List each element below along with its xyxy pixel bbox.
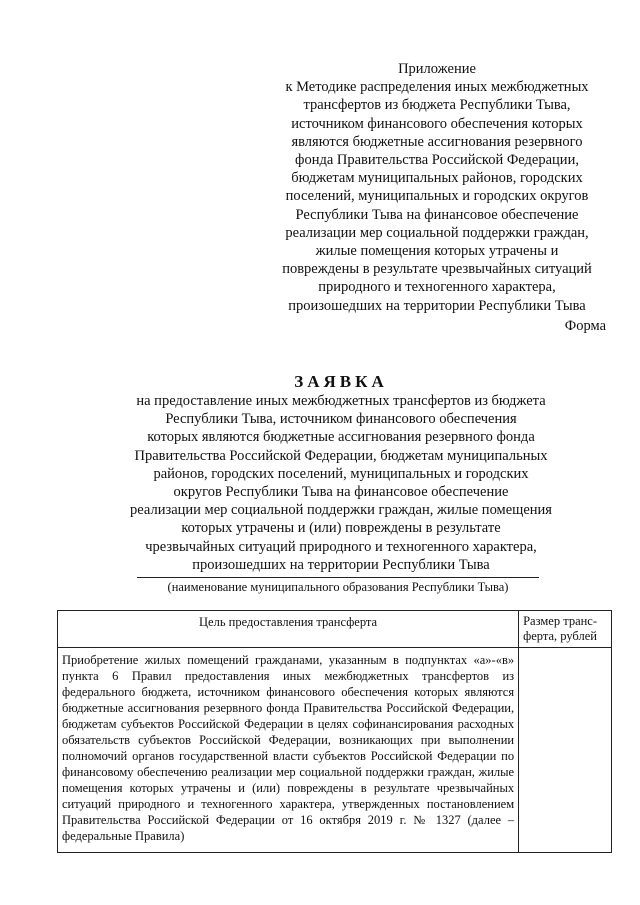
appendix-line: фонда Правительства Российской Федерации,: [295, 152, 579, 169]
request-line: чрезвычайных ситуаций природного и техногенного характера,: [145, 538, 537, 555]
form-label: Форма: [564, 318, 606, 334]
header-amount: [519, 611, 612, 648]
header-purpose: Цель предоставления трансферта: [58, 611, 519, 648]
appendix-line: к Методике распределения иных межбюджетных: [285, 79, 589, 96]
appendix-line: природного и техногенного характера,: [318, 279, 556, 296]
table-header-row: [58, 611, 612, 648]
purpose-cell: Приобретение жилых помещений гражданами, указанным в подпунктах «а»-«в» пункта 6 Правил предоставления иных межбюджетных трансфертов из федерального бюджета, источником финансового обеспечения которых являются бюджетные ассигнования резервного фонда Правительства Российской Федерации, бюджетам субъектов Российской Федерации в целях софинансирования расходных обязательств субъектов Российской Федерации, возникающих при выполнении полномочий органов государственной власти субъектов Российской Федерации по финансовому обеспечению реализации мер социальной поддержки граждан, жилые помещения которых утрачены и (или) повреждены в результате чрезвычайных ситуаций природного и техногенного характера, утвержденных постановлением Правительства Российской Федерации от 16 октября 2019 г. № 1327 (далее – федеральные Правила): [58, 648, 519, 853]
appendix-line: трансфертов из бюджета Республики Тыва,: [303, 97, 571, 114]
header-amount-line: Размер транс-: [523, 614, 598, 628]
document-heading: ЗАЯВКА: [294, 372, 388, 391]
request-line: Республики Тыва, источником финансового обеспечения: [165, 411, 517, 428]
amount-cell[interactable]: [519, 648, 612, 853]
request-line: округов Республики Тыва на финансовое обеспечение: [173, 484, 509, 501]
request-line: Правительства Российской Федерации, бюджетам муниципальных: [134, 447, 548, 464]
appendix-line: жилые помещения которых утрачены и: [315, 243, 559, 260]
request-line: реализации мер социальной поддержки граждан, жилые помещения: [130, 502, 552, 519]
appendix-line: Приложение: [398, 61, 476, 77]
request-line: которых являются бюджетные ассигнования резервного фонда: [147, 429, 535, 446]
appendix-line: являются бюджетные ассигнования резервного: [291, 133, 583, 150]
municipality-caption: (наименование муниципального образования Республики Тыва): [167, 580, 509, 594]
appendix-line: Республики Тыва на финансовое обеспечение: [295, 206, 579, 223]
request-line: на предоставление иных межбюджетных трансфертов из бюджета: [136, 393, 546, 409]
appendix-line: произошедших на территории Республики Тыва: [288, 297, 586, 314]
request-line: районов, городских поселений, муниципальных и городских: [153, 465, 529, 482]
request-title-block: [36, 392, 640, 574]
appendix-line: реализации мер социальной поддержки граждан,: [285, 224, 589, 241]
appendix-line: повреждены в результате чрезвычайных ситуаций: [282, 261, 592, 278]
request-line: которых утрачены и (или) повреждены в результате: [181, 520, 501, 537]
appendix-block: [262, 60, 612, 315]
appendix-line: бюджетам муниципальных районов, городских: [291, 170, 583, 187]
header-amount-line: ферта, рублей: [523, 629, 597, 643]
table-row: [58, 648, 612, 853]
transfer-table: [57, 610, 612, 853]
request-line: произошедших на территории Республики Тыва: [192, 556, 490, 573]
appendix-line: поселений, муниципальных и городских округов: [285, 188, 589, 205]
appendix-line: источником финансового обеспечения которых: [291, 115, 583, 132]
municipality-input-line[interactable]: [137, 577, 539, 578]
